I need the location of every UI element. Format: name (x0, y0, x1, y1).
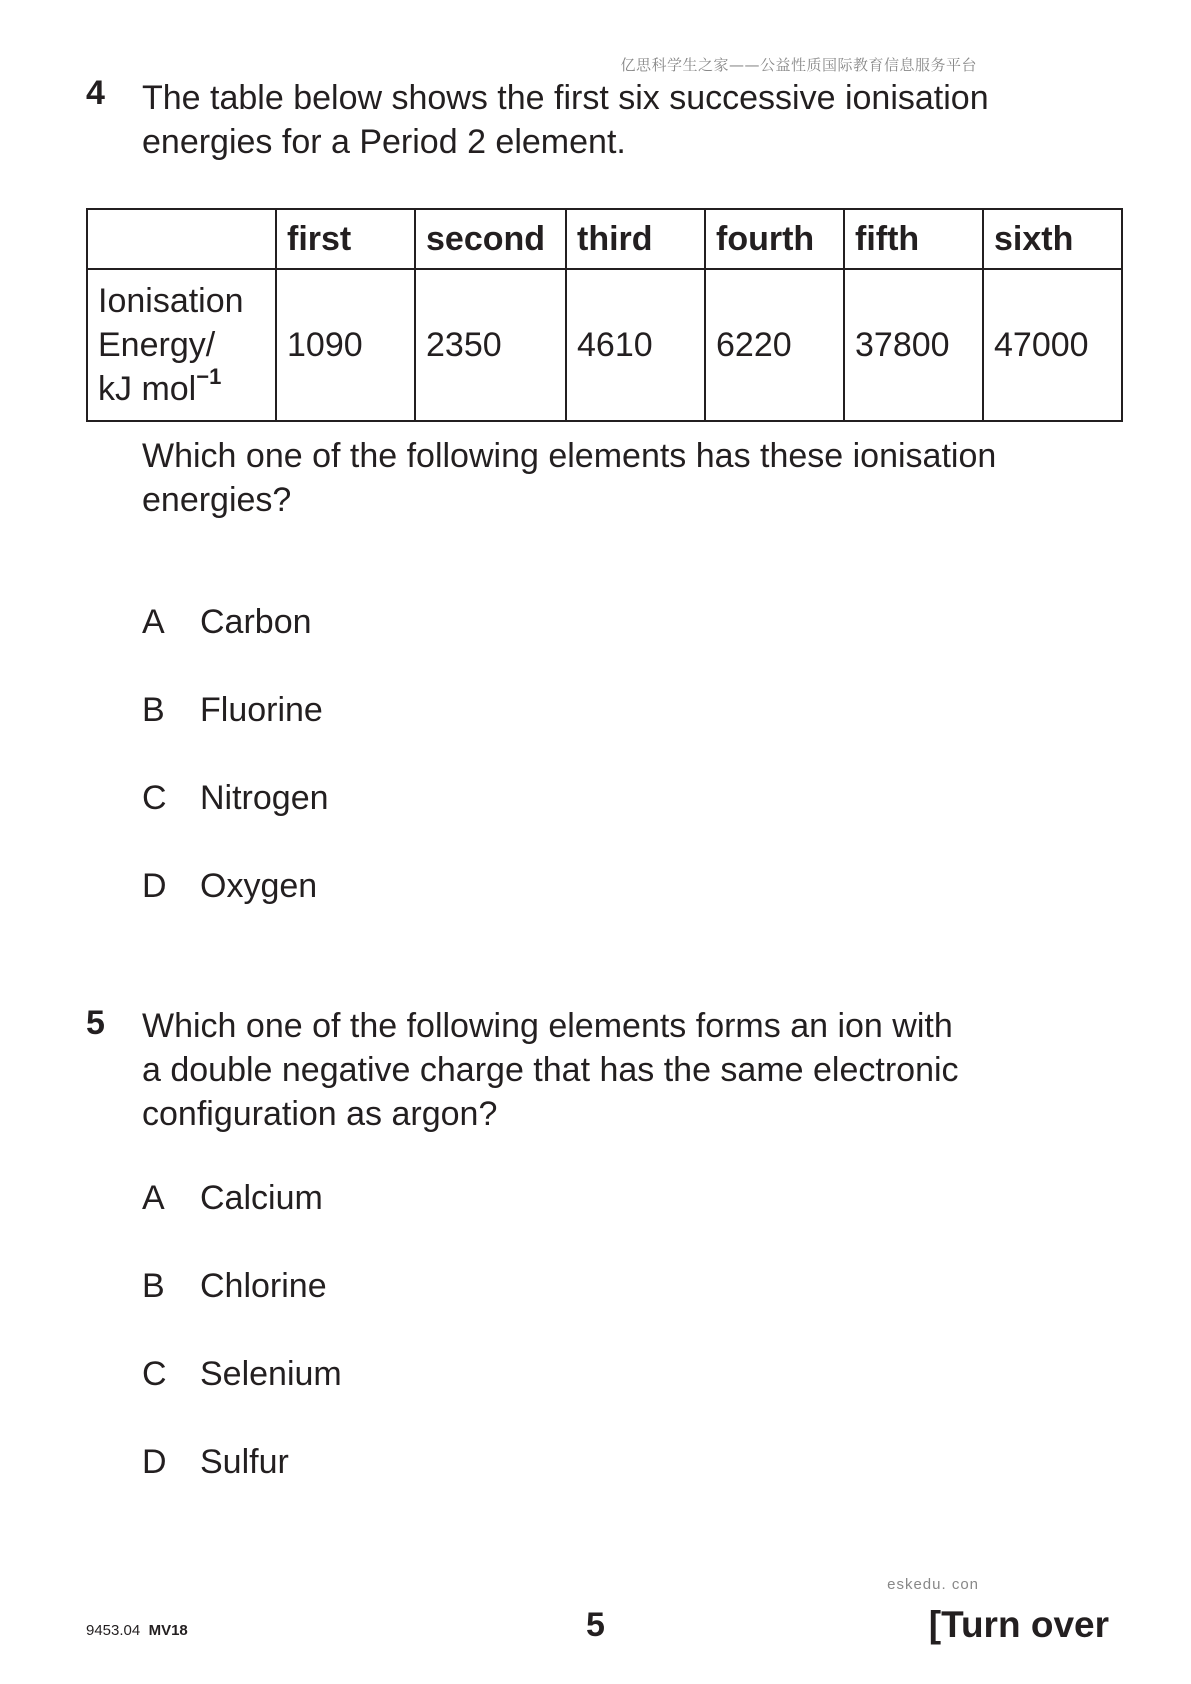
q4-option-a[interactable] (142, 602, 312, 642)
option-letter: A (142, 603, 165, 641)
option-text: Carbon (200, 603, 312, 641)
question-4-number: 4 (86, 74, 105, 112)
footer-watermark: eskedu. con (887, 1576, 979, 1593)
question-4-stem-line2: energies for a Period 2 element. (142, 123, 626, 161)
table-cell: 4610 (566, 269, 705, 421)
paper-code-version: MV18 (148, 1622, 188, 1639)
row-label-line1: Ionisation (98, 282, 244, 320)
q4-option-c[interactable] (142, 778, 329, 818)
q4-option-d[interactable] (142, 866, 317, 906)
q5-option-d[interactable] (142, 1442, 289, 1482)
option-letter: D (142, 867, 167, 905)
q5-option-a[interactable] (142, 1178, 323, 1218)
row-label-line2 (98, 323, 265, 367)
turn-over-label: [Turn over (928, 1604, 1109, 1645)
header-watermark: 亿思科学生之家——公益性质国际教育信息服务平台 (620, 56, 977, 74)
table-header-row (87, 209, 1122, 269)
option-text: Selenium (200, 1355, 342, 1393)
option-text: Oxygen (200, 867, 318, 905)
question-5-stem-line2: a double negative charge that has the same electronic (142, 1051, 959, 1089)
row-label-superscript: −1 (196, 363, 222, 389)
row-label-unit: kJ mol (98, 370, 197, 408)
option-text: Fluorine (200, 691, 323, 729)
table-cell: 47000 (983, 269, 1122, 421)
table-cell: 6220 (705, 269, 844, 421)
option-letter: C (142, 1355, 167, 1393)
paper-code-number: 9453.04 (86, 1622, 141, 1639)
option-text: Calcium (200, 1179, 323, 1217)
q5-option-b[interactable] (142, 1266, 327, 1306)
question-4-prompt-line2: energies? (142, 481, 292, 519)
option-letter: D (142, 1443, 167, 1481)
option-letter: B (142, 1267, 165, 1305)
option-letter: C (142, 779, 167, 817)
option-letter: A (142, 1179, 165, 1217)
table-corner-cell (87, 209, 276, 269)
question-4-stem (142, 76, 1092, 164)
table-cell: 37800 (844, 269, 983, 421)
column-header: fourth (705, 209, 844, 269)
row-label-line3 (98, 363, 265, 411)
table-cell: 1090 (276, 269, 415, 421)
column-header: first (276, 209, 415, 269)
ionisation-energy-table (86, 208, 1123, 422)
question-5-number: 5 (86, 1004, 105, 1042)
table-cell: 2350 (415, 269, 566, 421)
question-4-prompt (142, 434, 1092, 522)
q5-option-c[interactable] (142, 1354, 342, 1394)
column-header: third (566, 209, 705, 269)
question-5-stem-line1: Which one of the following elements forms an ion with (142, 1007, 953, 1045)
column-header: second (415, 209, 566, 269)
question-5-stem-line3: configuration as argon? (142, 1095, 498, 1133)
row-label-energy: Energy/ (98, 326, 216, 364)
option-text: Chlorine (200, 1267, 327, 1305)
q4-option-b[interactable] (142, 690, 323, 730)
option-text: Sulfur (200, 1443, 289, 1481)
question-4-stem-line1: The table below shows the first six successive ionisation (142, 79, 989, 117)
page-number: 5 (586, 1606, 605, 1644)
option-text: Nitrogen (200, 779, 329, 817)
row-label (87, 269, 276, 421)
column-header: sixth (983, 209, 1122, 269)
question-4-prompt-line1: Which one of the following elements has these ionisation (142, 437, 997, 475)
table-row (87, 269, 1122, 421)
option-letter: B (142, 691, 165, 729)
column-header: fifth (844, 209, 983, 269)
question-5-stem (142, 1004, 1092, 1136)
